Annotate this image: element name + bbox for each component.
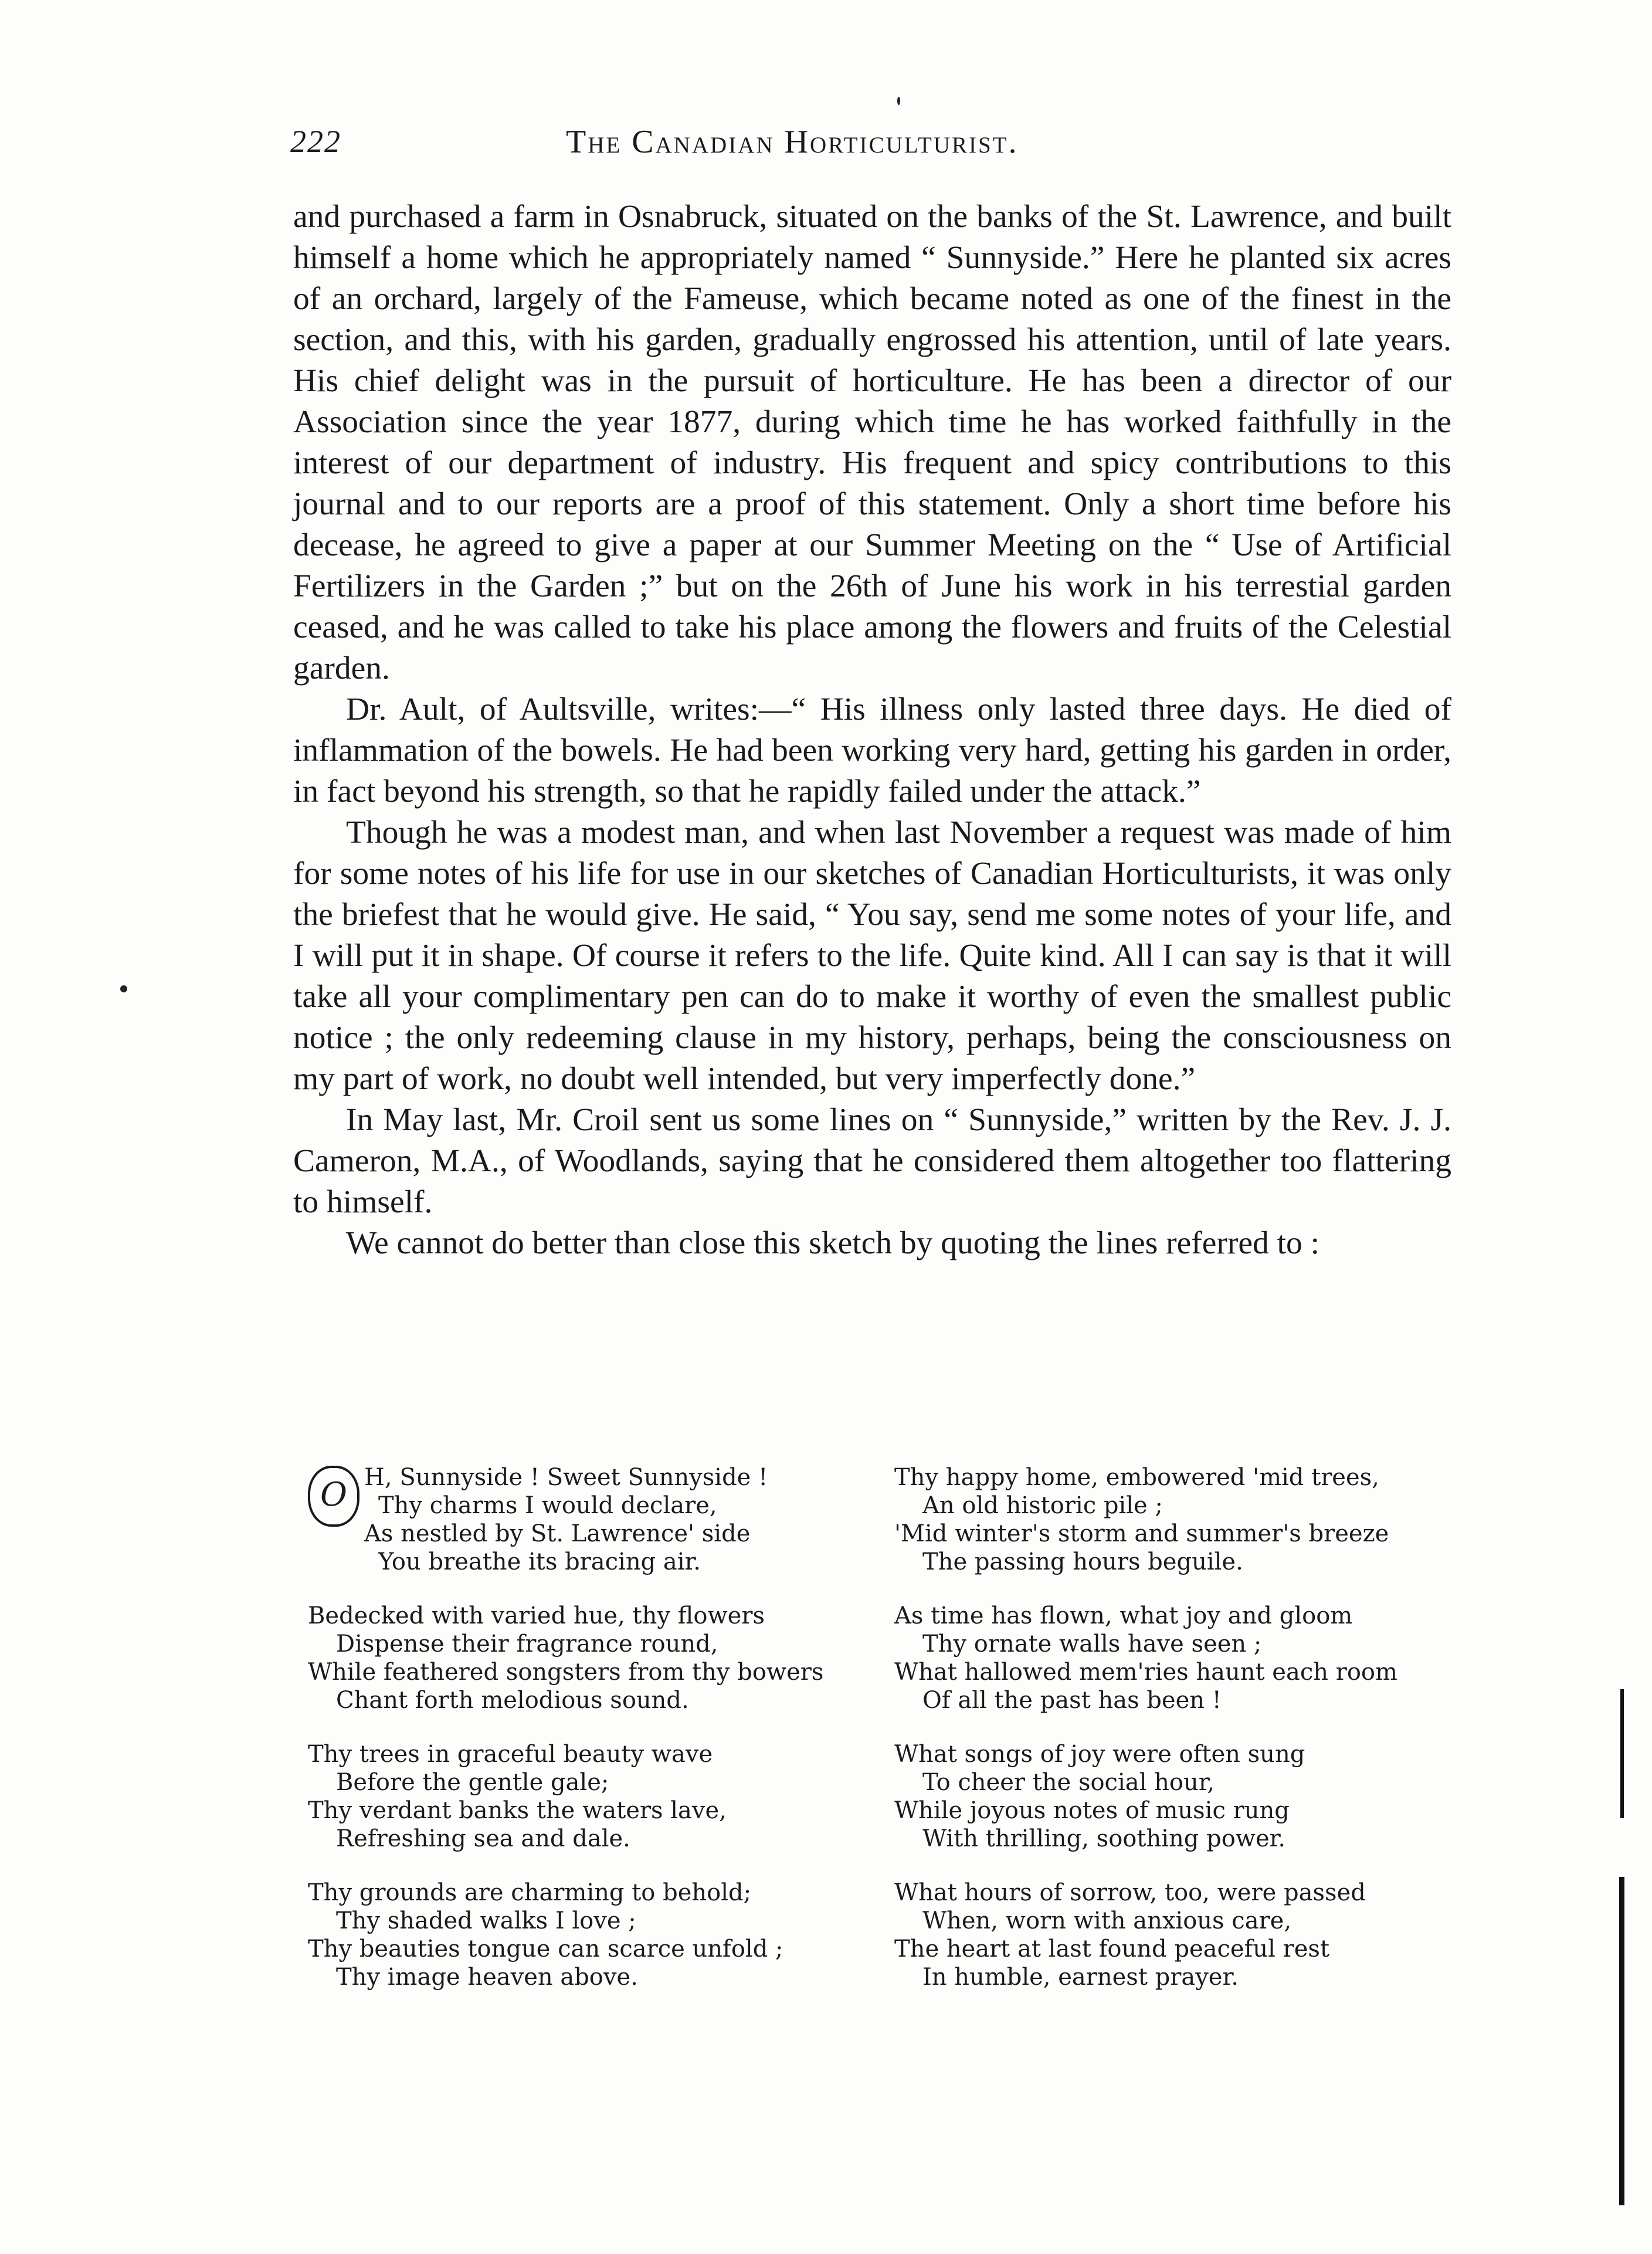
poem-line: Thy ornate walls have seen ;	[922, 1631, 1262, 1658]
poem-line: Bedecked with varied hue, thy flowers	[308, 1602, 765, 1629]
paragraph-5: We cannot do better than close this sketch by quoting the lines referred to :	[346, 1225, 1320, 1261]
poem-line: Thy charms I would declare,	[378, 1492, 717, 1519]
poem-line: Thy verdant banks the waters lave,	[308, 1797, 727, 1824]
poem-column-right	[894, 1463, 1457, 2017]
poem-line: Dispense their fragrance round,	[336, 1631, 718, 1658]
paragraph-4: In May last, Mr. Croil sent us some lines on “ Sunnyside,” written by the Rev. J. J. Cameron, M.A., of Woodlands, saying that he considered them altogether too flattering to himself.	[293, 1102, 1451, 1220]
poem-line: Before the gentle gale;	[336, 1769, 609, 1796]
poem-line: Refreshing sea and dale.	[336, 1825, 630, 1852]
poem-line: Of all the past has been !	[922, 1687, 1222, 1714]
stanza	[894, 1740, 1457, 1879]
poem-line: 'Mid winter's storm and summer's breeze	[894, 1520, 1389, 1547]
poem-line: With thrilling, soothing power.	[922, 1825, 1286, 1852]
paragraph-2: Dr. Ault, of Aultsville, writes:—“ His illness only lasted three days. He died of inflammation of the bowels. He had been working very hard, getting his garden in order, in fact beyond his strength, so that he rapidly failed under the attack.”	[293, 692, 1451, 809]
poem-line: An old historic pile ;	[922, 1492, 1163, 1519]
poem-line: While feathered songsters from thy bowers	[308, 1659, 824, 1686]
poem-line: Chant forth melodious sound.	[336, 1687, 689, 1714]
stanza	[308, 1879, 871, 2017]
scan-speck	[897, 97, 900, 105]
poem-line: While joyous notes of music rung	[894, 1797, 1290, 1824]
drop-cap: O	[308, 1466, 359, 1527]
poem-line: You breathe its bracing air.	[378, 1548, 701, 1575]
scan-speck	[120, 985, 127, 992]
poem-line: As time has flown, what joy and gloom	[894, 1602, 1353, 1629]
poem-line: When, worn with anxious care,	[922, 1907, 1292, 1934]
running-title: The Canadian Horticulturist.	[566, 124, 1019, 160]
stanza	[308, 1602, 871, 1740]
poem-line: Thy beauties tongue can scarce unfold ;	[308, 1936, 783, 1962]
stanza	[894, 1463, 1457, 1602]
scan-edge-mark	[1620, 1689, 1624, 1818]
running-head	[290, 123, 1451, 176]
stanza	[308, 1740, 871, 1879]
poem-line: To cheer the social hour,	[922, 1769, 1215, 1796]
stanza	[894, 1879, 1457, 2017]
poem-column-left	[308, 1463, 871, 2017]
stanza	[894, 1602, 1457, 1740]
paragraph-1: and purchased a farm in Osnabruck, situated on the banks of the St. Lawrence, and built himself a home which he appropriately named “ Sunnyside.” Here he planted six acres of an orchard, largely of the Fameuse, which became noted as one of the finest in the section, and this, with his garden, gradually engrossed his attention, until of late years. His chief delight was in the pursuit of horticulture. He has been a director of our Association since the year 1877, during which time he has worked faithfully in the interest of our department of industry. His frequent and spicy contributions to this journal and to our reports are a proof of this statement. Only a short time before his decease, he agreed to give a paper at our Summer Meeting on the “ Use of Artificial Fertilizers in the Garden ;” but on the 26th of June his work in his terrestial garden ceased, and he was called to take his place among the flowers and fruits of the Celestial garden.	[293, 199, 1451, 686]
poem	[308, 1463, 1446, 1991]
poem-line: In humble, earnest prayer.	[922, 1964, 1239, 1991]
poem-line: Thy image heaven above.	[336, 1964, 638, 1991]
article-body	[293, 196, 1451, 1264]
poem-line: What songs of joy were often sung	[894, 1741, 1305, 1768]
poem-line: Thy shaded walks I love ;	[336, 1907, 636, 1934]
poem-line: Thy trees in graceful beauty wave	[308, 1741, 713, 1768]
stanza	[308, 1463, 871, 1602]
poem-line: The heart at last found peaceful rest	[894, 1936, 1330, 1962]
scan-edge-mark	[1619, 1877, 1624, 2205]
poem-line: Thy happy home, embowered 'mid trees,	[894, 1464, 1379, 1491]
poem-line: What hallowed mem'ries haunt each room	[894, 1659, 1397, 1686]
poem-line: The passing hours beguile.	[922, 1548, 1243, 1575]
poem-line: What hours of sorrow, too, were passed	[894, 1879, 1366, 1906]
poem-line: As nestled by St. Lawrence' side	[364, 1520, 751, 1547]
poem-line: Thy grounds are charming to behold;	[308, 1879, 752, 1906]
page-number: 222	[290, 124, 341, 159]
poem-line: H, Sunnyside ! Sweet Sunnyside !	[364, 1464, 768, 1491]
paragraph-3: Though he was a modest man, and when last November a request was made of him for some notes of his life for use in our sketches of Canadian Horticulturists, it was only the briefest that he would give. He said, “ You say, send me some notes of your life, and I will put it in shape. Of course it refers to the life. Quite kind. All I can say is that it will take all your complimentary pen can do to make it worthy of even the smallest public notice ; the only redeeming clause in my history, perhaps, being the consciousness on my part of work, no doubt well intended, but very imperfectly done.”	[293, 815, 1451, 1097]
